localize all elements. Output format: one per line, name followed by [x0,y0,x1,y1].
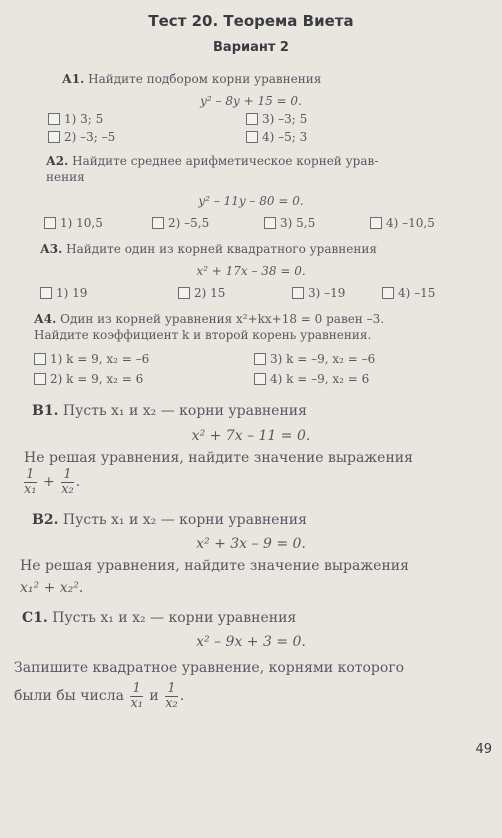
b1-fraction-1: $\frac{1}{\text{x₁}}$ [24,467,37,497]
checkbox[interactable] [34,373,46,385]
c1-label: С1. [22,610,48,626]
b1-fraction-2: $\frac{1}{\text{x₂}}$ [61,467,74,497]
a3-option-2[interactable]: 2) 15 [178,286,225,300]
b1-equation: x² + 7x – 11 = 0. [191,428,311,444]
a4-question [34,312,384,326]
a4-text: Один из корней уравнения x²+kx+18 = 0 равен –3. [60,312,385,326]
a1-option-4[interactable]: 4) –5; 3 [246,130,307,144]
checkbox[interactable] [382,287,394,299]
a3-label: А3. [40,242,63,256]
c1-task-line1: Запишите квадратное уравнение, корнями которого [14,660,405,676]
checkbox[interactable] [178,287,190,299]
a3-option-3[interactable]: 3) –19 [292,286,345,300]
b1-task: Не решая уравнения, найдите значение выражения [24,450,413,466]
a1-option-1[interactable]: 1) 3; 5 [48,112,103,126]
a1-question [62,72,321,86]
checkbox[interactable] [246,131,258,143]
a2-option-4[interactable]: 4) –10,5 [370,216,435,230]
a3-equation: x² + 17x – 38 = 0. [196,264,306,278]
a2-text-line2: нения [46,170,85,184]
checkbox[interactable] [40,287,52,299]
a1-equation: y² – 8y + 15 = 0. [200,94,302,108]
checkbox[interactable] [254,353,266,365]
b2-task: Не решая уравнения, найдите значение выражения [20,558,409,574]
test-title: Тест 20. Теорема Виета [148,12,354,30]
a4-option-2[interactable]: 2) k = 9, x₂ = 6 [34,372,143,386]
a4-text-line2: Найдите коэффициент k и второй корень уравнения. [34,328,372,342]
checkbox[interactable] [246,113,258,125]
checkbox[interactable] [264,217,276,229]
a2-option-1[interactable]: 1) 10,5 [44,216,103,230]
a2-label: А2. [46,154,69,168]
checkbox[interactable] [152,217,164,229]
a3-text: Найдите один из корней квадратного уравнения [66,242,377,256]
checkbox[interactable] [44,217,56,229]
b2-label: В2. [32,512,59,528]
b1-text: Пусть x₁ и x₂ — корни уравнения [62,403,307,419]
b1-label: В1. [32,403,59,419]
b1-expression: $\frac{1}{\text{x₁}}$ + $\frac{1}{\text{x₂}}$ . [24,467,81,497]
c1-fraction-1: $\frac{1}{\text{x₁}}$ [130,681,143,711]
a1-option-3[interactable]: 3) –3; 5 [246,112,307,126]
c1-task-line2: были бы числа $\frac{1}{\text{x₁}}$ и $\frac{1}{\text{x₂}}$ . [14,681,185,711]
a2-option-3[interactable]: 3) 5,5 [264,216,315,230]
a3-option-1[interactable]: 1) 19 [40,286,87,300]
b2-expression: x₁² + x₂². [20,580,84,596]
a4-option-1[interactable]: 1) k = 9, x₂ = –6 [34,352,149,366]
a3-option-4[interactable]: 4) –15 [382,286,435,300]
b2-question [32,512,307,528]
checkbox[interactable] [48,131,60,143]
checkbox[interactable] [254,373,266,385]
a4-option-3[interactable]: 3) k = –9, x₂ = –6 [254,352,375,366]
b2-text: Пусть x₁ и x₂ — корни уравнения [62,512,307,528]
checkbox[interactable] [48,113,60,125]
b1-question [32,403,307,419]
c1-question [22,610,296,626]
variant-title: Вариант 2 [213,40,289,55]
a3-question [40,242,377,256]
page-number: 49 [475,742,492,757]
a2-option-2[interactable]: 2) –5,5 [152,216,209,230]
c1-text: Пусть x₁ и x₂ — корни уравнения [52,610,297,626]
checkbox[interactable] [292,287,304,299]
c1-fraction-2: $\frac{1}{\text{x₂}}$ [165,681,178,711]
checkbox[interactable] [34,353,46,365]
a1-text: Найдите подбором корни уравнения [88,72,322,86]
a2-text: Найдите среднее арифметическое корней урав- [72,154,379,168]
a1-label: А1. [62,72,85,86]
a2-question [46,154,378,168]
a2-equation: y² – 11y – 80 = 0. [198,194,304,208]
a4-label: А4. [34,312,57,326]
a4-option-4[interactable]: 4) k = –9, x₂ = 6 [254,372,369,386]
checkbox[interactable] [370,217,382,229]
c1-equation: x² – 9x + 3 = 0. [196,634,306,650]
b2-equation: x² + 3x – 9 = 0. [196,536,306,552]
a1-option-2[interactable]: 2) –3; –5 [48,130,115,144]
